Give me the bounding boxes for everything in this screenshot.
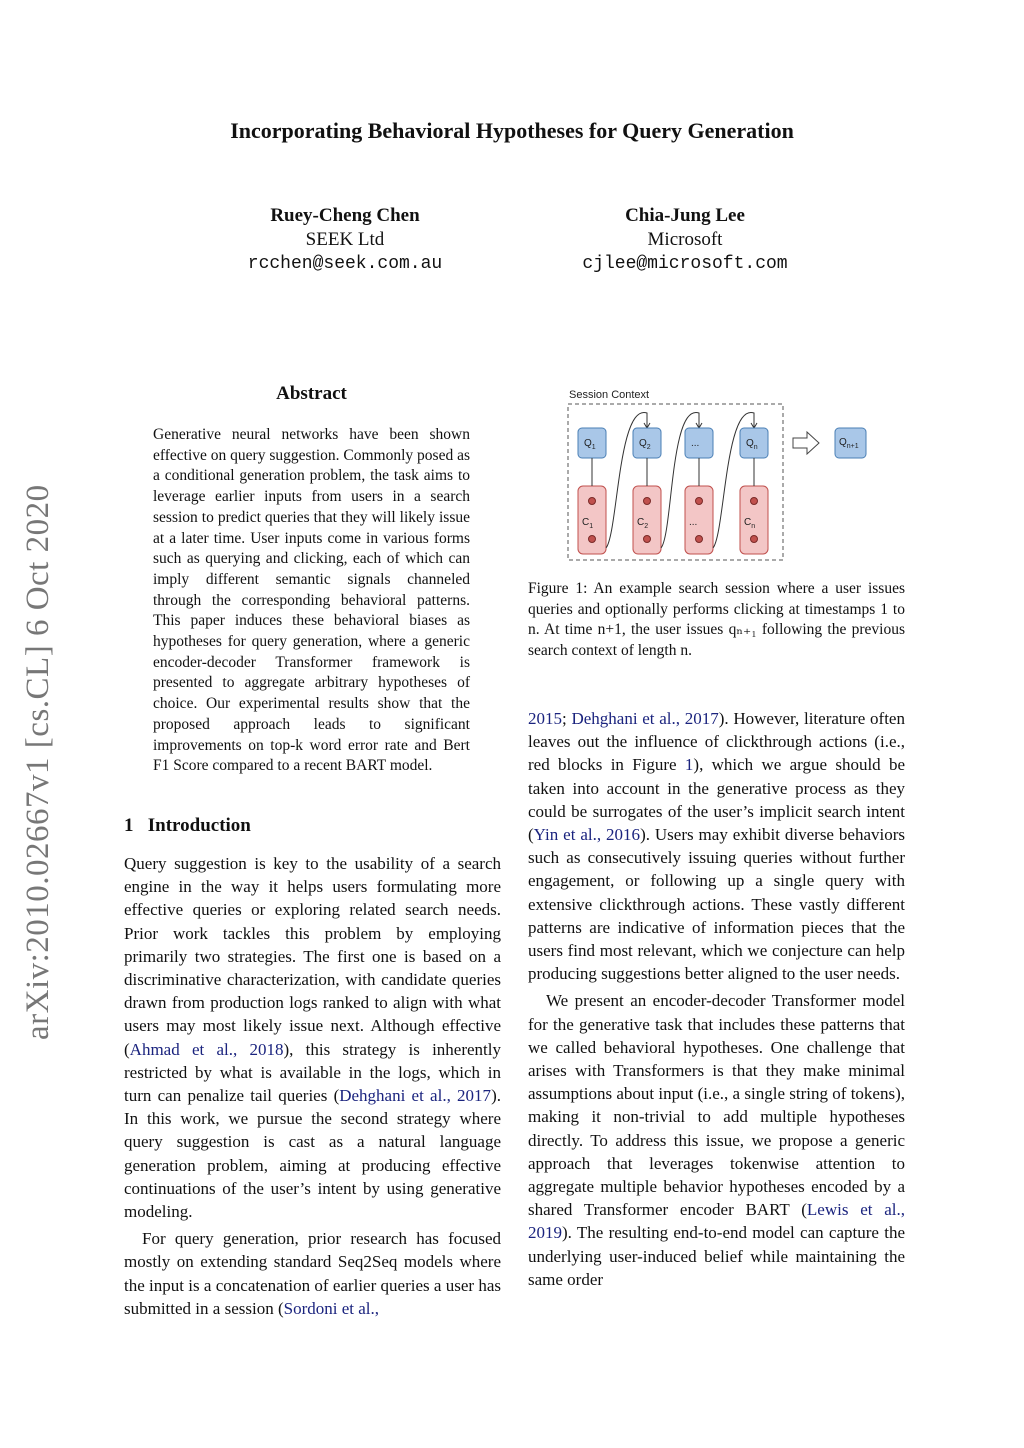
click-dot <box>696 498 703 505</box>
author-affiliation: SEEK Ltd <box>305 229 385 250</box>
author-email: rcchen@seek.com.au <box>247 254 443 274</box>
right-column <box>528 707 905 1291</box>
author-name: Ruey-Cheng Chen <box>270 205 420 226</box>
citation-link[interactable]: 2015 <box>528 709 562 728</box>
click-dot <box>644 536 651 543</box>
click-dot <box>589 498 596 505</box>
paper-title: Incorporating Behavioral Hypotheses for Query Generation <box>230 118 794 143</box>
click-dot <box>696 536 703 543</box>
author-1 <box>220 204 470 276</box>
session-context-label: Session Context <box>569 389 650 401</box>
click-label: ... <box>689 517 698 528</box>
citation-link[interactable]: Dehghani et al., 2017 <box>571 709 719 728</box>
click-dot <box>644 498 651 505</box>
author-email: cjlee@microsoft.com <box>582 254 788 274</box>
click-label: $C_n$ <box>744 517 756 530</box>
citation-link[interactable]: Lewis et al., 2019 <box>528 1200 905 1243</box>
intro-paragraph-1: Query suggestion is key to the usability of a search engine in the way it helps users formulating more effective queries or exploring related search needs. Prior work tackles this problem by employing primarily two strategies. The first one is based on a discriminative characterization, with candidate queries drawn from production logs ranked to align with what users may most likely issue next. Although effective (Ahmad et al., 2018), this strategy is inherently restricted by what is available in the logs, which in turn can penalize tail queries (Dehghani et al., 2017). In this work, we pursue the second strategy where query suggestion is cast as a natural language generation problem, aiming at producing effective continuations of the user’s intent by using generative modeling. <box>124 854 501 1222</box>
click-dot <box>589 536 596 543</box>
intro-paragraph-3: We present an encoder-decoder Transformer model for the generative task that includes these patterns that we called behavioral hypotheses. One challenge that arises with Transformers is that they make minimal assumptions about input (i.e., a single string of tokens), making it non-trivial to add multiple hypotheses directly. To address this issue, we propose a generic approach that leverages tokenwise attention to aggregate multiple behavior hypotheses encoded by a shared Transformer encoder BART (Lewis et al., 2019). The resulting end-to-end model can capture the underlying user-induced belief while maintaining the same order <box>528 991 905 1289</box>
figure-reference-link[interactable]: 1 <box>684 755 694 775</box>
citation-link[interactable]: Yin et al., 2016 <box>533 825 641 845</box>
query-box <box>633 428 661 458</box>
query-label: $Q_2$ <box>639 438 651 451</box>
query-box <box>740 428 768 458</box>
citation-link[interactable]: Sordoni et al., <box>283 1298 379 1318</box>
author-name: Chia-Jung Lee <box>625 205 745 226</box>
click-label: $C_2$ <box>637 517 649 530</box>
query-box <box>578 428 606 458</box>
abstract-heading: Abstract <box>276 383 347 404</box>
abstract-text: Generative neural networks have been shown effective on query suggestion. Commonly posed as a conditional generation problem, the task aims to leverage earlier inputs from users in a search session to predict queries that they will likely issue at a later time. User inputs come in various forms such as querying and clicking, each of which can imply different semantic signals channeled through the corresponding behavioral patterns. This paper induces these behavioral biases as hypotheses for query generation, where a generic encoder-decoder Transformer framework is presented to aggregate arbitrary hypotheses of choice. Our experimental results show that the proposed approach leads to significant improvements on top-k word error rate and Bert F1 Score compared to a recent BART model. <box>153 426 470 775</box>
citation-link[interactable]: Dehghani et al., 2017 <box>339 1086 492 1106</box>
intro-paragraph-2-continued: 2015; Dehghani et al., 2017). However, literature often leaves out the influence of clickthrough actions (i.e., red blocks in Figure 1), which we argue should be taken into account in the generative process as they could be surrogates of the user’s implicit search intent (Yin et al., 2016). Users may exhibit diverse behaviors such as consecutively issuing queries without further engagement, or following up a single query with extensive clickthrough actions. These vastly different patterns are indicative of information pieces that the users find most relevant, which we conjecture can help producing suggestions better aligned to the user needs. <box>528 709 906 984</box>
author-affiliation: Microsoft <box>647 229 723 250</box>
arxiv-identifier: arXiv:2010.02667v1 [cs.CL] 6 Oct 2020 <box>20 484 56 1040</box>
click-dot <box>751 536 758 543</box>
intro-paragraph-2: For query generation, prior research has focused mostly on extending standard Seq2Seq models where the input is a concatenation of earlier queries a user has submitted in a session (Sordoni et al., <box>124 1229 501 1318</box>
query-label: ... <box>691 438 700 449</box>
author-2 <box>550 204 820 276</box>
figure-1-diagram <box>528 383 905 568</box>
left-column <box>124 852 501 1320</box>
citation-link[interactable]: Ahmad et al., 2018 <box>129 1039 284 1059</box>
click-label: $C_1$ <box>582 517 594 530</box>
session-steps <box>578 412 768 554</box>
figure-1-caption: Figure 1: An example search session where a user issues queries and optionally performs clicking at timestamps 1 to n. At time n+1, the user issues qₙ₊₁ following the previous search context of length n. <box>528 580 905 660</box>
arrow-icon <box>793 432 819 454</box>
query-label: $Q_n$ <box>746 438 758 451</box>
query-label: $Q_1$ <box>584 438 596 451</box>
click-dot <box>751 498 758 505</box>
section-heading-introduction: 1 Introduction <box>124 815 251 836</box>
next-query-label: $Q_{n+1}$ <box>839 437 859 450</box>
